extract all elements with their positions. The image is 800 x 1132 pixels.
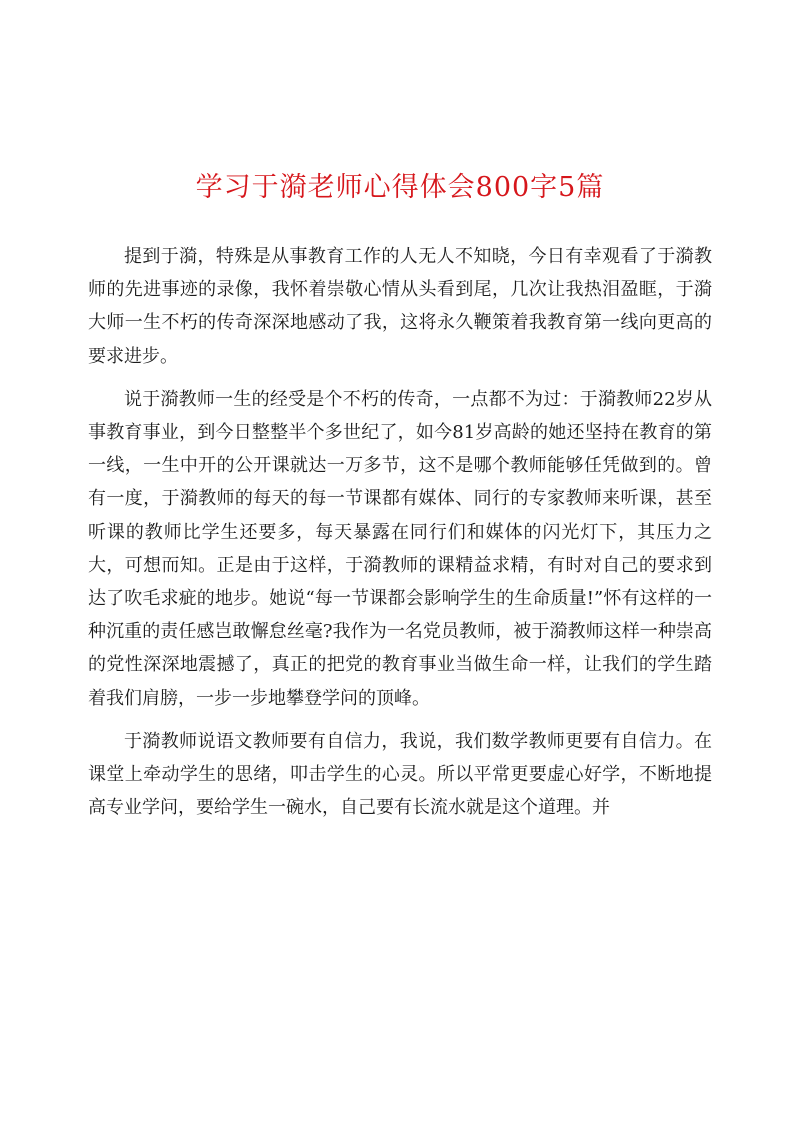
document-body [88, 240, 712, 834]
paragraph: 说于漪教师一生的经受是个不朽的传奇，一点都不为过：于漪教师22岁从事教育事业，到今日整整半个多世纪了，如今81岁高龄的她还坚持在教育的第一线，一生中开的公开课就达一万多节，这不是哪个教师能够任凭做到的。曾有一度，于漪教师的每天的每一节课都有媒体、同行的专家教师来听课，甚至听课的教师比学生还要多，每天暴露在同行们和媒体的闪光灯下，其压力之大，可想而知。正是由于这样，于漪教师的课精益求精，有时对自己的要求到达了吹毛求疵的地步。她说“每一节课都会影响学生的生命质量!”怀有这样的一种沉重的责任感岂敢懈怠丝毫?我作为一名党员教师，被于漪教师这样一种崇高的党性深深地震撼了，真正的把党的教育事业当做生命一样，让我们的学生踏着我们肩膀，一步一步地攀登学问的顶峰。 [88, 388, 712, 709]
paragraph: 于漪教师说语文教师要有自信力，我说，我们数学教师更要有自信力。在课堂上牵动学生的思绪，叩击学生的心灵。所以平常更要虚心好学，不断地提高专业学问，要给学生一碗水，自己要有长流水就是这个道理。并 [88, 730, 712, 819]
paragraph: 提到于漪，特殊是从事教育工作的人无人不知晓，今日有幸观看了于漪教师的先进事迹的录像，我怀着崇敬心情从头看到尾，几次让我热泪盈眶，于漪大师一生不朽的传奇深深地感动了我，这将永久鞭策着我教育第一线向更高的要求进步。 [88, 246, 712, 367]
document-title: 学习于漪老师心得体会800字5篇 [195, 172, 605, 203]
